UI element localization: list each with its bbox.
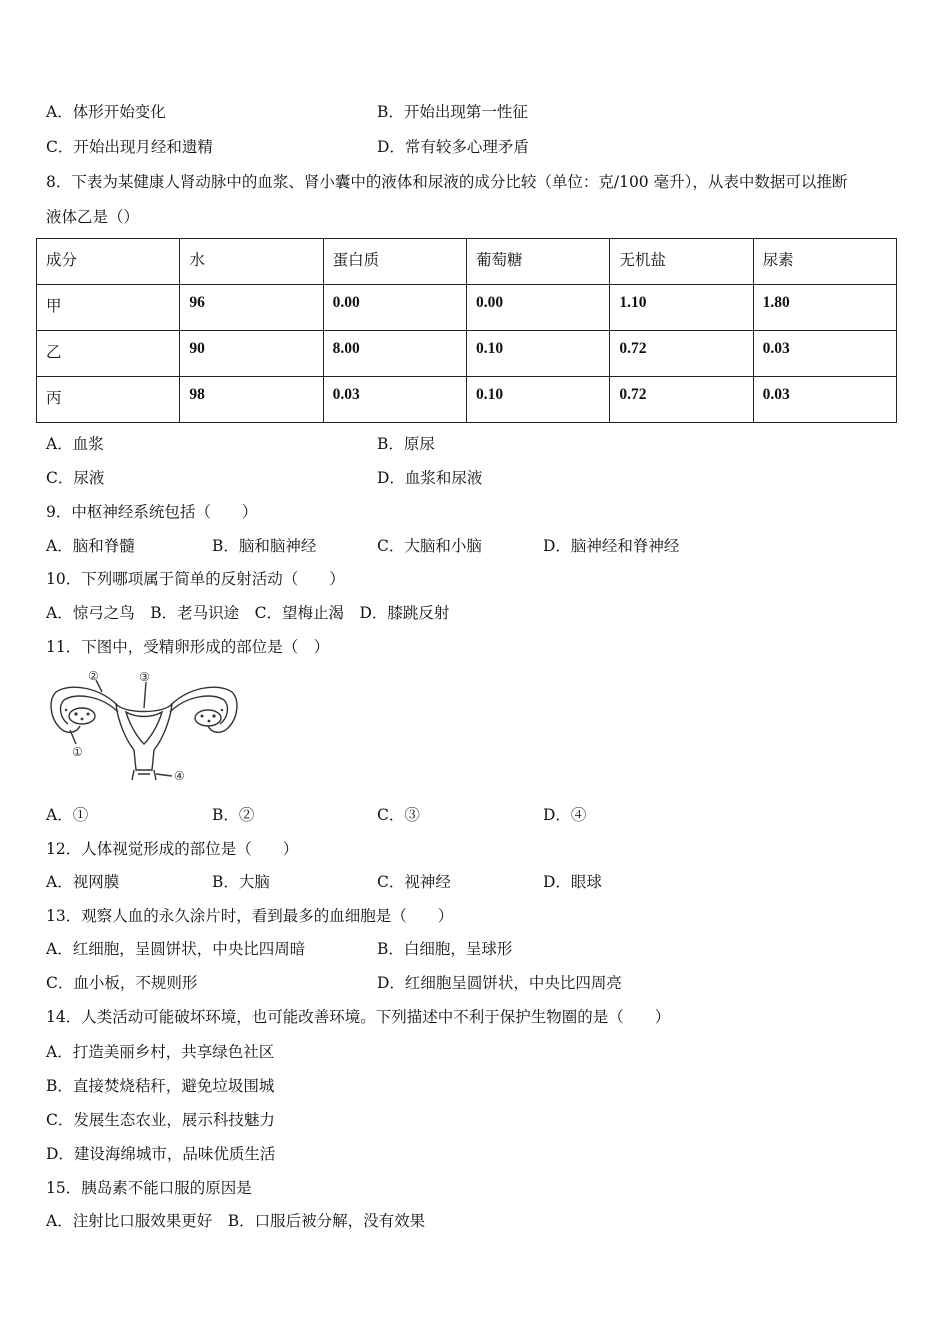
table-cell: 90 — [180, 331, 323, 377]
q7-option-d: D．常有较多心理矛盾 — [377, 138, 529, 156]
q13-option-b: B．白细胞，呈球形 — [377, 940, 513, 958]
table-cell: 0.03 — [753, 331, 896, 377]
q13-option-a: A．红细胞，呈圆饼状，中央比四周暗 — [46, 940, 306, 958]
q14-stem: 14．人类活动可能破坏环境，也可能改善环境。下列描述中不利于保护生物圈的是（ ） — [46, 1008, 671, 1026]
q15-stem: 15．胰岛素不能口服的原因是 — [46, 1179, 252, 1197]
table-cell: 8.00 — [323, 331, 466, 377]
q12-option-a: A．视网膜 — [46, 873, 120, 891]
table-cell: 丙 — [37, 377, 180, 423]
female-reproductive-system-figure — [46, 670, 242, 784]
q9-option-b: B．脑和脑神经 — [212, 537, 317, 555]
q11-option-c: C．③ — [377, 806, 420, 824]
table-row — [37, 331, 897, 377]
q11-option-d: D．④ — [543, 806, 587, 824]
q8-option-a: A．血浆 — [46, 435, 104, 453]
figure-label-1: ① — [72, 745, 83, 759]
table-cell: 甲 — [37, 285, 180, 331]
table-header-cell: 水 — [180, 239, 323, 285]
table-header-cell: 蛋白质 — [323, 239, 466, 285]
q13-option-c: C．血小板，不规则形 — [46, 974, 198, 992]
q10-stem: 10．下列哪项属于简单的反射活动（ ） — [46, 570, 345, 588]
table-cell: 0.72 — [610, 331, 753, 377]
table-cell: 0.72 — [610, 377, 753, 423]
q9-stem: 9．中枢神经系统包括（ ） — [46, 503, 258, 521]
figure-label-2: ② — [88, 670, 99, 683]
q8-option-d: D．血浆和尿液 — [377, 469, 483, 487]
q8-option-c: C．尿液 — [46, 469, 105, 487]
q7-option-c: C．开始出现月经和遗精 — [46, 138, 213, 156]
q11-stem: 11．下图中，受精卵形成的部位是（ ） — [46, 638, 330, 656]
table-header-cell: 葡萄糖 — [466, 239, 609, 285]
table-cell: 0.00 — [466, 285, 609, 331]
q14-option-b: B．直接焚烧秸秆，避免垃圾围城 — [46, 1077, 275, 1095]
q13-option-d: D．红细胞呈圆饼状，中央比四周亮 — [377, 974, 622, 992]
q7-option-b: B．开始出现第一性征 — [377, 103, 528, 121]
q8-stem-line2: 液体乙是（） — [46, 208, 140, 226]
q12-stem: 12．人体视觉形成的部位是（ ） — [46, 840, 299, 858]
table-header-cell: 成分 — [37, 239, 180, 285]
table-cell: 乙 — [37, 331, 180, 377]
q14-option-d: D．建设海绵城市，品味优质生活 — [46, 1145, 276, 1163]
q12-option-b: B．大脑 — [212, 873, 270, 891]
q9-option-c: C．大脑和小脑 — [377, 537, 482, 555]
q11-option-a: A．① — [46, 806, 89, 824]
table-cell: 98 — [180, 377, 323, 423]
q13-stem: 13．观察人血的永久涂片时，看到最多的血细胞是（ ） — [46, 907, 454, 925]
q9-option-a: A．脑和脊髓 — [46, 537, 135, 555]
table-cell: 1.10 — [610, 285, 753, 331]
table-header-cell: 尿素 — [753, 239, 896, 285]
figure-label-3: ③ — [139, 670, 150, 684]
q11-option-b: B．② — [212, 806, 255, 824]
table-header-row — [37, 239, 897, 285]
q7-option-a: A．体形开始变化 — [46, 103, 166, 121]
q8-stem-line1: 8．下表为某健康人肾动脉中的血浆、肾小囊中的液体和尿液的成分比较（单位：克/100 毫升），从表中数据可以推断 — [46, 173, 848, 191]
q14-option-c: C．发展生态农业，展示科技魅力 — [46, 1111, 275, 1129]
table-cell: 0.10 — [466, 331, 609, 377]
table-cell: 0.00 — [323, 285, 466, 331]
table-row — [37, 377, 897, 423]
figure-label-4: ④ — [174, 769, 185, 783]
table-cell: 0.03 — [323, 377, 466, 423]
table-cell: 0.10 — [466, 377, 609, 423]
composition-table — [36, 238, 897, 423]
q15-options: A．注射比口服效果更好 B．口服后被分解，没有效果 — [46, 1212, 426, 1230]
table-cell: 0.03 — [753, 377, 896, 423]
q8-option-b: B．原尿 — [377, 435, 435, 453]
q9-option-d: D．脑神经和脊神经 — [543, 537, 680, 555]
q14-option-a: A．打造美丽乡村，共享绿色社区 — [46, 1043, 275, 1061]
q12-option-c: C．视神经 — [377, 873, 451, 891]
table-cell: 96 — [180, 285, 323, 331]
q12-option-d: D．眼球 — [543, 873, 602, 891]
q10-options: A．惊弓之鸟 B．老马识途 C．望梅止渴 D．膝跳反射 — [46, 604, 450, 622]
table-cell: 1.80 — [753, 285, 896, 331]
table-row — [37, 285, 897, 331]
table-header-cell: 无机盐 — [610, 239, 753, 285]
